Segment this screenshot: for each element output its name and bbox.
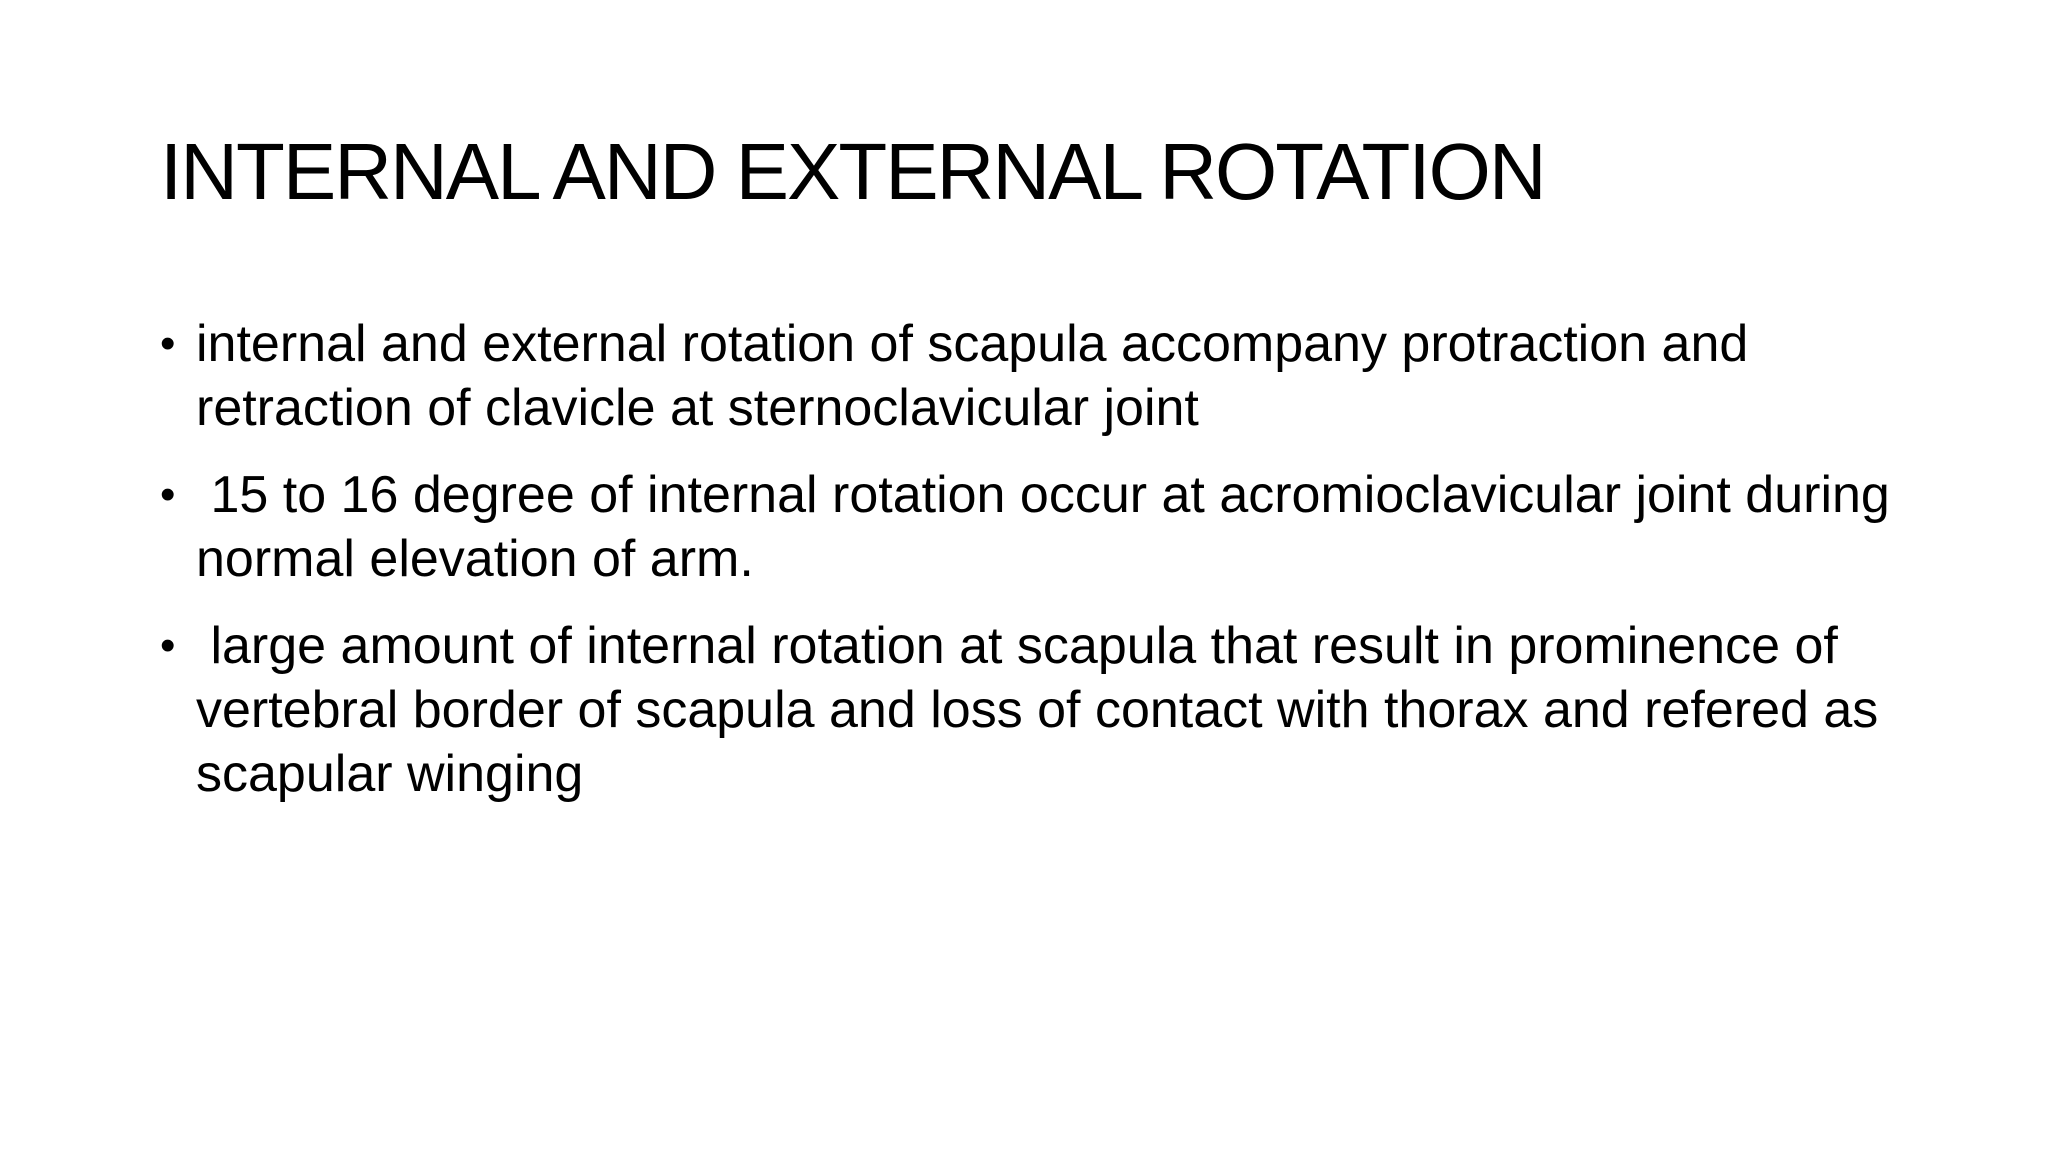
bullet-text: internal and external rotation of scapula accompany protraction and retraction of clavicle at sternoclavicular joint <box>196 315 1749 437</box>
bullet-item <box>160 614 1930 806</box>
bullet-item <box>160 312 1930 440</box>
slide-title: INTERNAL AND EXTERNAL ROTATION <box>160 127 1545 216</box>
bullet-list <box>160 312 1930 829</box>
bullet-item <box>160 463 1930 591</box>
bullet-dot-icon: • <box>160 470 176 519</box>
bullet-dot-icon: • <box>160 621 176 670</box>
bullet-dot-icon: • <box>160 319 176 368</box>
bullet-text: large amount of internal rotation at scapula that result in prominence of vertebral border of scapula and loss of contact with thorax and refered as scapular winging <box>196 617 1893 803</box>
bullet-text: 15 to 16 degree of internal rotation occur at acromioclavicular joint during normal elevation of arm. <box>196 466 1905 588</box>
